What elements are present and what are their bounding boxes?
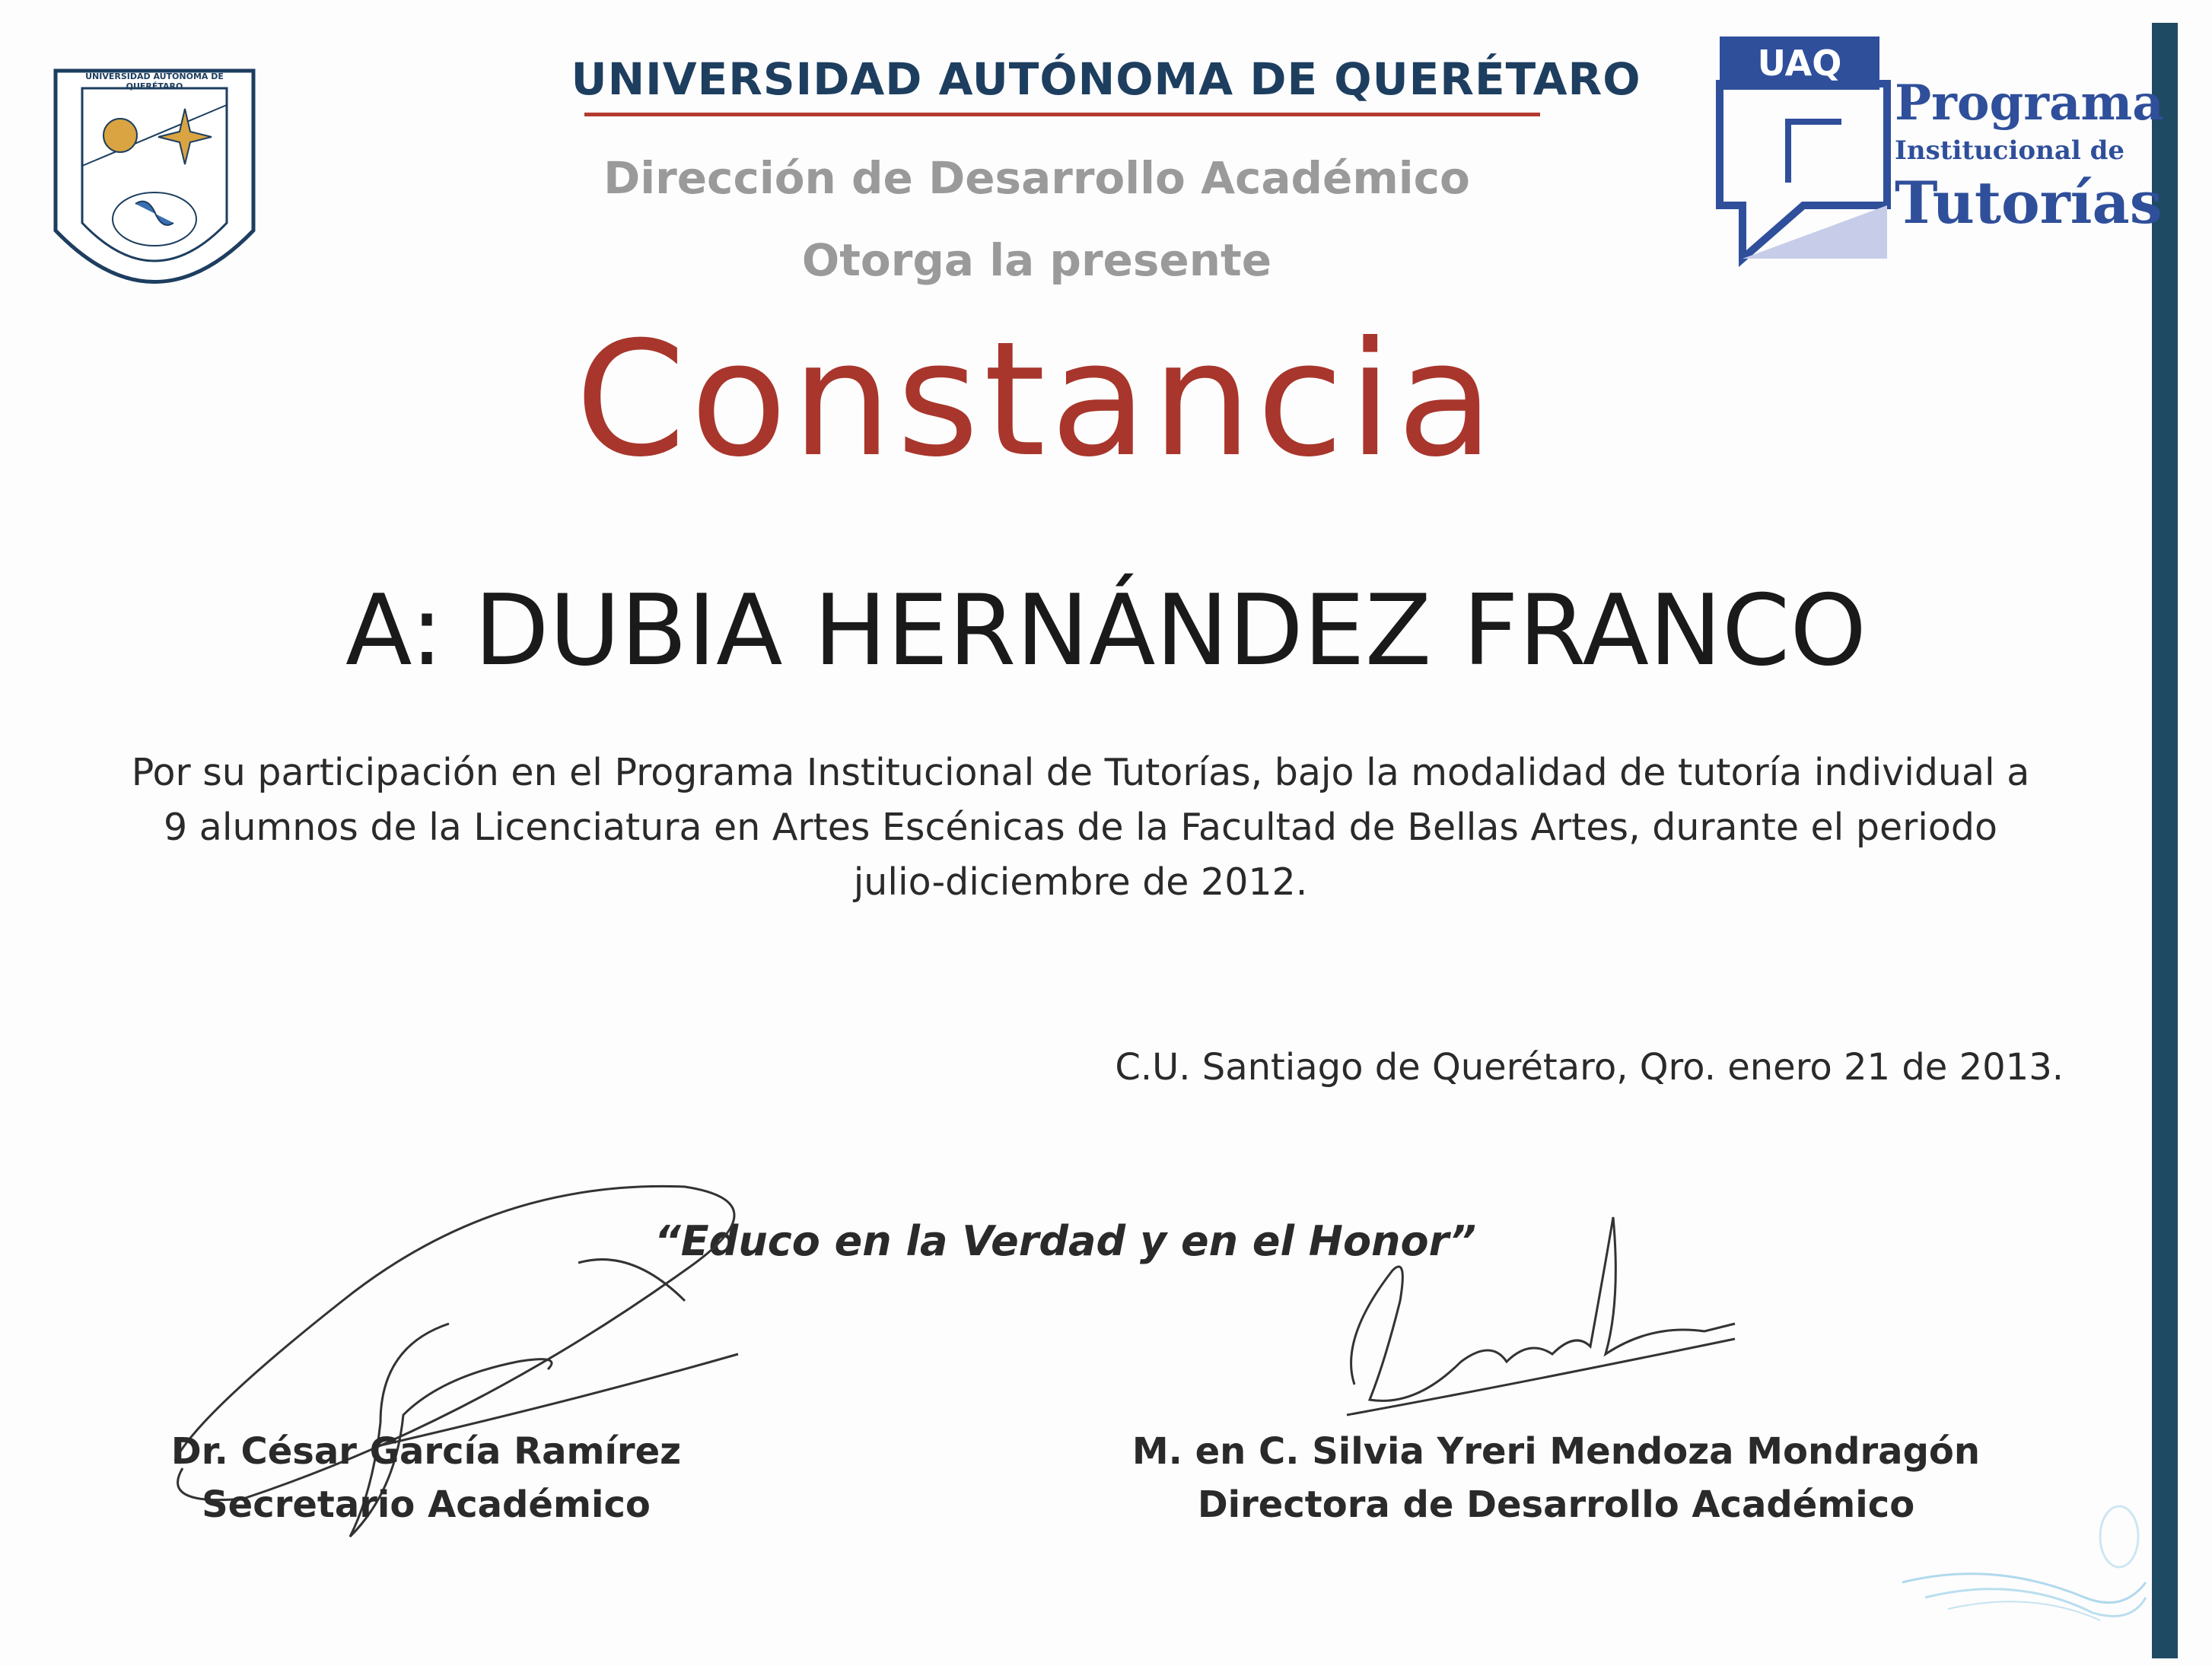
tutorias-logo-badge: UAQ [1720, 37, 1879, 90]
seal-top-text: UNIVERSIDAD AUTÓNOMA DE QUERÉTARO [85, 72, 224, 91]
grant-phrase: Otorga la presente [801, 234, 1272, 286]
swirl-ornament-icon [1902, 1468, 2153, 1628]
recipient-name: A: DUBIA HERNÁNDEZ FRANCO [345, 574, 1867, 688]
university-motto: “Educo en la Verdad y en el Honor” [654, 1217, 1476, 1265]
signature-right-icon [1324, 1210, 1765, 1430]
department-name: Dirección de Desarrollo Académico [603, 152, 1470, 204]
tutorias-logo-line3: Tutorías [1895, 169, 2163, 237]
university-name: UNIVERSIDAD AUTÓNOMA DE QUERÉTARO [571, 53, 1641, 105]
signatory-left-name: Dr. César García Ramírez [170, 1430, 682, 1473]
signatory-right-name: M. en C. Silvia Yreri Mendoza Mondragón [1131, 1430, 1981, 1473]
certificate-body-text: Por su participación en el Programa Institucional de Tutorías, bajo la modalidad de tutoría individual a 9 alumnos de la Licenciatura en Artes Escénicas de la Facultad de Bellas Artes, durante el periodo julio-diciembre de 2012. [131, 751, 2030, 904]
tutorias-logo-line1: Programa [1895, 75, 2164, 132]
document-title: Constancia [574, 308, 1499, 492]
signatory-right-role: Directora de Desarrollo Académico [1197, 1483, 1915, 1526]
side-decorative-bar [2152, 23, 2178, 1658]
tutorias-logo-line2: Institucional de [1895, 135, 2125, 166]
header-divider [584, 113, 1540, 116]
place-and-date: C.U. Santiago de Querétaro, Qro. enero 21 de 2013. [1115, 1046, 2064, 1089]
signatory-left-role: Secretario Académico [202, 1483, 651, 1526]
